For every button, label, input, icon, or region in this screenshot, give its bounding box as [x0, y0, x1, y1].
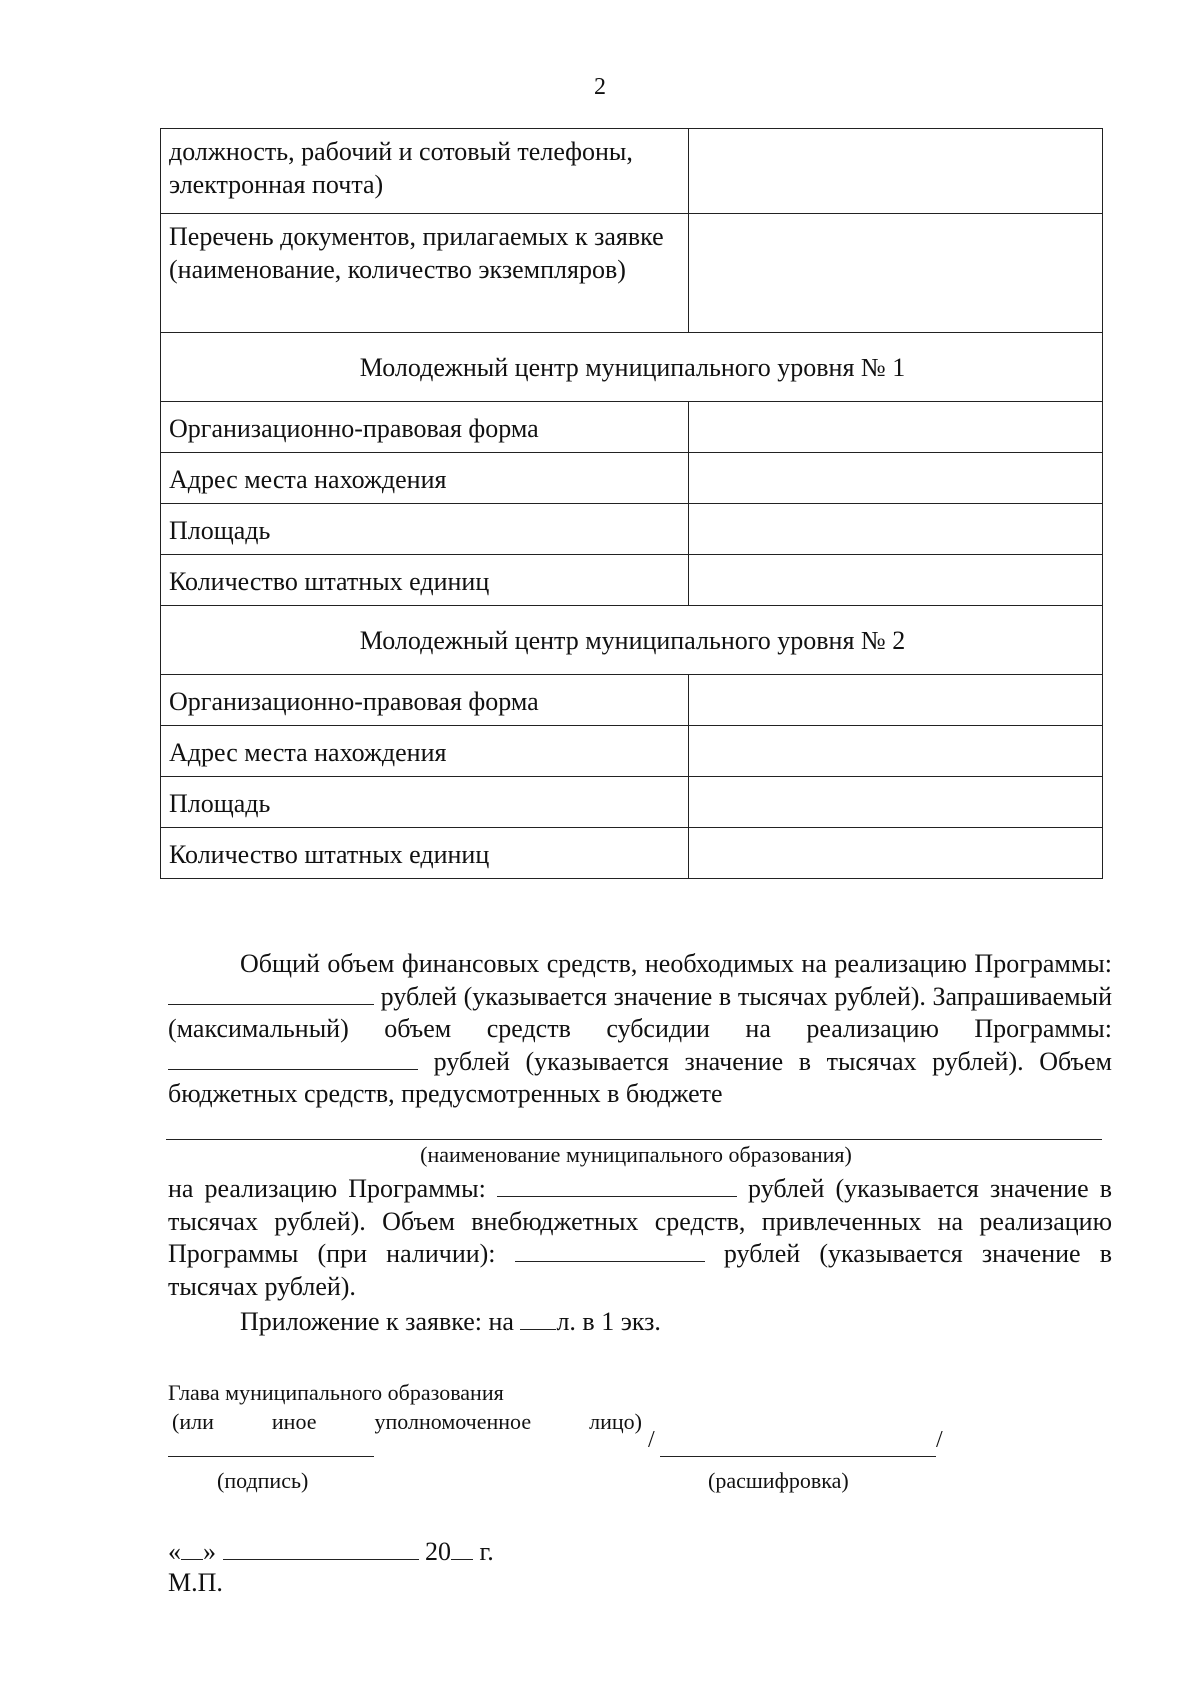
- row-value-contacts[interactable]: [689, 129, 1103, 214]
- row-value-legal-form-2[interactable]: [689, 675, 1103, 726]
- table-row: [161, 504, 1103, 555]
- decode-line[interactable]: [660, 1456, 936, 1457]
- date-open-quote: «: [168, 1537, 181, 1566]
- attachment-suffix: л. в 1 экз.: [556, 1307, 661, 1336]
- stamp-place-label: М.П.: [168, 1568, 223, 1597]
- row-value-area-2[interactable]: [689, 777, 1103, 828]
- table-row: [161, 675, 1103, 726]
- date-row: [168, 1537, 494, 1567]
- row-value-staff-1[interactable]: [689, 555, 1103, 606]
- extrabudget-amount-blank[interactable]: [515, 1243, 705, 1262]
- application-form-table: [160, 128, 1103, 879]
- budget-text-2: рублей (указывается значение в тысячах рублей). Объем внебюджетных средств, привлеченных на реализацию Программы (при наличии):: [168, 1174, 1112, 1268]
- slash-right: /: [936, 1427, 943, 1453]
- attachment-prefix: Приложение к заявке: на: [240, 1307, 514, 1336]
- attachment-line: [240, 1307, 661, 1337]
- row-label-address-2: Адрес места нахождения: [161, 726, 689, 777]
- subsidy-amount-blank[interactable]: [168, 1051, 418, 1070]
- budget-text-3: рублей (указывается значение в тысячах рублей).: [168, 1239, 1113, 1301]
- table-row: [161, 453, 1103, 504]
- attachment-pages-blank[interactable]: [520, 1311, 556, 1330]
- day-blank[interactable]: [181, 1541, 203, 1560]
- funding-text-2: рублей (указывается значение в тысячах рублей). Запрашиваемый (максимальный) объем средств субсидии на реализацию Программы:: [168, 981, 1112, 1043]
- signatory-sub-word: иное: [271, 1409, 317, 1434]
- signature-caption: (подпись): [217, 1468, 309, 1493]
- funding-text-3: рублей (указывается значение в тысячах рублей). Объем бюджетных средств, предусмотренных в бюджете: [168, 1046, 1112, 1108]
- table-row: [161, 828, 1103, 879]
- funding-paragraph: [168, 948, 1112, 1111]
- total-funding-blank[interactable]: [168, 986, 374, 1005]
- budget-text-1: на реализацию Программы:: [168, 1174, 486, 1203]
- signatory-subtitle: [172, 1409, 642, 1435]
- row-label-documents: Перечень документов, прилагаемых к заявке (наименование, количество экземпляров): [161, 214, 689, 333]
- year-suffix: г.: [479, 1537, 494, 1566]
- row-value-area-1[interactable]: [689, 504, 1103, 555]
- section-title-center-2: Молодежный центр муниципального уровня № 2: [161, 606, 1103, 675]
- row-value-documents[interactable]: [689, 214, 1103, 333]
- year-blank[interactable]: [451, 1541, 473, 1560]
- row-value-legal-form-1[interactable]: [689, 402, 1103, 453]
- row-label-staff-1: Количество штатных единиц: [161, 555, 689, 606]
- row-value-address-1[interactable]: [689, 453, 1103, 504]
- budget-amount-blank[interactable]: [497, 1178, 737, 1197]
- row-value-staff-2[interactable]: [689, 828, 1103, 879]
- row-label-area-1: Площадь: [161, 504, 689, 555]
- signature-line[interactable]: [168, 1456, 374, 1457]
- row-label-legal-form-1: Организационно-правовая форма: [161, 402, 689, 453]
- signatory-title: Глава муниципального образования: [168, 1380, 504, 1405]
- row-value-address-2[interactable]: [689, 726, 1103, 777]
- section-title-center-1: Молодежный центр муниципального уровня № 1: [161, 333, 1103, 402]
- table-row: [161, 777, 1103, 828]
- municipality-name-caption: (наименование муниципального образования): [420, 1142, 852, 1167]
- page-number: 2: [594, 74, 606, 100]
- section-header-row: [161, 606, 1103, 675]
- row-label-area-2: Площадь: [161, 777, 689, 828]
- signatory-sub-word: уполномоченное: [374, 1409, 532, 1434]
- municipality-name-line[interactable]: [166, 1139, 1102, 1140]
- date-close-quote: »: [203, 1537, 216, 1566]
- table-row: [161, 726, 1103, 777]
- section-header-row: [161, 333, 1103, 402]
- budget-paragraph: [168, 1173, 1112, 1303]
- row-label-staff-2: Количество штатных единиц: [161, 828, 689, 879]
- funding-text-1: Общий объем финансовых средств, необходимых на реализацию Программы:: [240, 949, 1112, 978]
- table-row: [161, 129, 1103, 214]
- row-label-contacts: должность, рабочий и сотовый телефоны, электронная почта): [161, 129, 689, 214]
- signatory-sub-word: лицо): [589, 1409, 642, 1434]
- month-blank[interactable]: [223, 1541, 419, 1560]
- year-prefix: 20: [425, 1537, 451, 1566]
- signatory-sub-word: (или: [172, 1409, 214, 1434]
- row-label-address-1: Адрес места нахождения: [161, 453, 689, 504]
- table-row: [161, 402, 1103, 453]
- decode-caption: (расшифровка): [708, 1468, 849, 1493]
- table-row: [161, 555, 1103, 606]
- table-row: [161, 214, 1103, 333]
- slash-left: /: [648, 1427, 655, 1453]
- row-label-legal-form-2: Организационно-правовая форма: [161, 675, 689, 726]
